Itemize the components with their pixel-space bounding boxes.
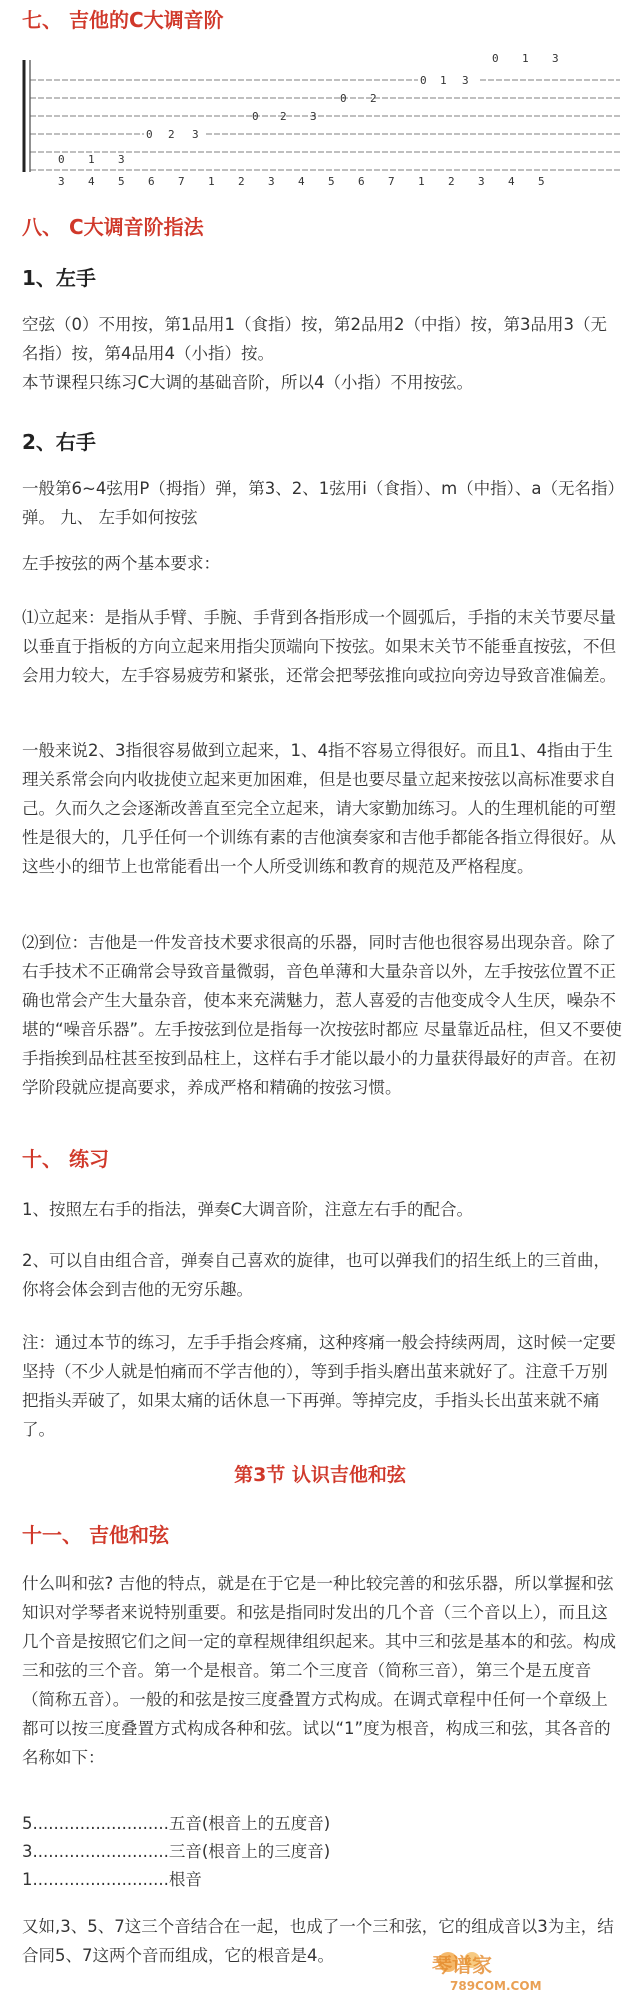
- scale-degree: 4: [298, 175, 305, 188]
- tab-note: 0: [252, 110, 259, 123]
- tab-note: 3: [552, 52, 559, 65]
- tab-note: 0: [58, 153, 65, 166]
- scale-degree: 5: [328, 175, 335, 188]
- scale-degree: 5: [118, 175, 125, 188]
- scale-degree: 6: [358, 175, 365, 188]
- left-hand-paragraph: 空弦（0）不用按，第1品用1（食指）按，第2品用2（中指）按，第3品用3（无名指）按，第4品用4（小指）按。: [22, 315, 607, 363]
- scale-degree: 5: [538, 175, 545, 188]
- left-hand-note: 本节课程只练习C大调的基础音阶，所以4（小指）不用按弦。: [22, 373, 474, 392]
- scale-degree: 4: [508, 175, 515, 188]
- section-11-title: 十一、 吉他和弦: [22, 1523, 169, 1547]
- scale-degree: 1: [208, 175, 215, 188]
- chord-tone-list-item: 5..........................五音(根音上的五度音): [22, 1814, 331, 1833]
- tab-note: 3: [118, 153, 125, 166]
- section-7-title: 七、 吉他的C大调音阶: [22, 8, 224, 32]
- tab-note: 0: [146, 128, 153, 141]
- watermark-cn: 琴谱家: [432, 1953, 492, 1977]
- scale-degree: 2: [238, 175, 245, 188]
- site-watermark-logo: [420, 1946, 570, 1996]
- practice-item-2: 2、可以自由组合音，弹奏自己喜欢的旋律，也可以弹我们的招生纸上的三首曲，你将会体会到吉他的无穷乐趣。: [22, 1251, 610, 1299]
- scale-degree: 3: [478, 175, 485, 188]
- tab-note: 2: [168, 128, 175, 141]
- right-hand-paragraph: 一般第6~4弦用P（拇指）弹，第3、2、1弦用i（食指）、m（中指）、a（无名指）弹。 九、 左手如何按弦: [22, 479, 616, 527]
- tab-note: 0: [492, 52, 499, 65]
- chord-example-paragraph: 又如,3、5、7这三个音结合在一起，也成了一个三和弦，它的组成音以3为主，结合同5、7这两个音而组成，它的根音是4。: [22, 1917, 614, 1965]
- scale-degree: 3: [268, 175, 275, 188]
- practice-note: 注：通过本节的练习，左手手指会疼痛，这种疼痛一般会持续两周，这时候一定要坚持（不少人就是怕痛而不学吉他的），等到手指头磨出茧来就好了。注意千万别把指头弄破了，如果太痛的话休息一下再弹。等掉完皮，手指头长出茧来就不痛了。: [22, 1333, 616, 1439]
- chord-tone-list-item: 3..........................三音(根音上的三度音): [22, 1842, 331, 1861]
- finger-practice-paragraph: 一般来说2、3指很容易做到立起来，1、4指不容易立得很好。而且1、4指由于生理关系常会向内收拢使立起来更加困难，但是也要尽量立起来按弦以高标准要求自己。久而久之会逐渐改善直至完全立起来，请大家勤加练习。人的生理机能的可塑性是很大的，几乎任何一个训练有素的吉他演奏家和吉他手都能各指立得很好。从这些小的细节上也常能看出一个人所受训练和教育的规范及严格程度。: [22, 741, 616, 876]
- in-position-paragraph: ⑵到位：吉他是一件发音技术要求很高的乐器，同时吉他也很容易出现杂音。除了右手技术不正确常会导致音量微弱，音色单薄和大量杂音以外，左手按弦位置不正确也常会产生大量杂音，使本来充满魅力，惹人喜爱的吉他变成令人生厌，噪杂不堪的“噪音乐器”。左手按弦到位是指每一次按弦时都应 尽量靠近品柱，但又不要使手指挨到品柱甚至按到品柱上，这样右手才能以最小的力量获得最好的声音。在初学阶段就应提高要求，养成严格和精确的按弦习惯。: [22, 933, 622, 1097]
- chord-intro-paragraph: 什么叫和弦? 吉他的特点，就是在于它是一种比较完善的和弦乐器，所以掌握和弦知识对学琴者来说特别重要。和弦是指同时发出的几个音（三个音以上），而且这几个音是按照它们之间一定的章程规律组织起来。其中三和弦是基本的和弦。构成三和弦的三个音。第一个是根音。第二个三度音（简称三音），第三个是五度音（简称五音）。一般的和弦是按三度叠置方式构成。在调式章程中任何一个章级上都可以按三度叠置方式构成各种和弦。试以“1”度为根音，构成三和弦，其各音的名称如下：: [22, 1574, 616, 1767]
- tab-note: 1: [440, 74, 447, 87]
- stand-up-paragraph: ⑴立起来：是指从手臂、手腕、手背到各指形成一个圆弧后，手指的末关节要尽量以垂直于指板的方向立起来用指尖顶端向下按弦。如果末关节不能垂直按弦，不但会用力较大，左手容易疲劳和紧张，还常会把琴弦推向或拉向旁边导致音准偏差。: [22, 608, 616, 685]
- practice-item-1: 1、按照左右手的指法，弹奏C大调音阶，注意左右手的配合。: [22, 1200, 474, 1219]
- tab-scale-degrees: [58, 175, 545, 188]
- tab-note: 3: [310, 110, 317, 123]
- press-requirements-intro: 左手按弦的两个基本要求：: [22, 554, 220, 573]
- tab-note: 2: [370, 92, 377, 105]
- section-8-title: 八、 C大调音阶指法: [22, 215, 204, 239]
- section-10-title: 十、 练习: [22, 1147, 109, 1171]
- tab-note: 0: [420, 74, 427, 87]
- right-hand-heading: 2、右手: [22, 430, 96, 454]
- scale-degree: 1: [418, 175, 425, 188]
- scale-degree: 7: [388, 175, 395, 188]
- tab-note: 0: [340, 92, 347, 105]
- tab-note: 3: [462, 74, 469, 87]
- scale-degree: 4: [88, 175, 95, 188]
- tab-note: 3: [192, 128, 199, 141]
- lesson-3-title: 第3节 认识吉他和弦: [234, 1464, 406, 1486]
- watermark-site: 789COM.COM: [450, 1979, 542, 1993]
- chord-tone-list-item: 1..........................根音: [22, 1870, 202, 1889]
- scale-degree: 3: [58, 175, 65, 188]
- tab-note: 1: [88, 153, 95, 166]
- guitar-tab-diagram: [22, 52, 622, 192]
- tab-note: 2: [280, 110, 287, 123]
- left-hand-heading: 1、左手: [22, 266, 96, 290]
- scale-degree: 6: [148, 175, 155, 188]
- scale-degree: 7: [178, 175, 185, 188]
- scale-degree: 2: [448, 175, 455, 188]
- tab-note: 1: [522, 52, 529, 65]
